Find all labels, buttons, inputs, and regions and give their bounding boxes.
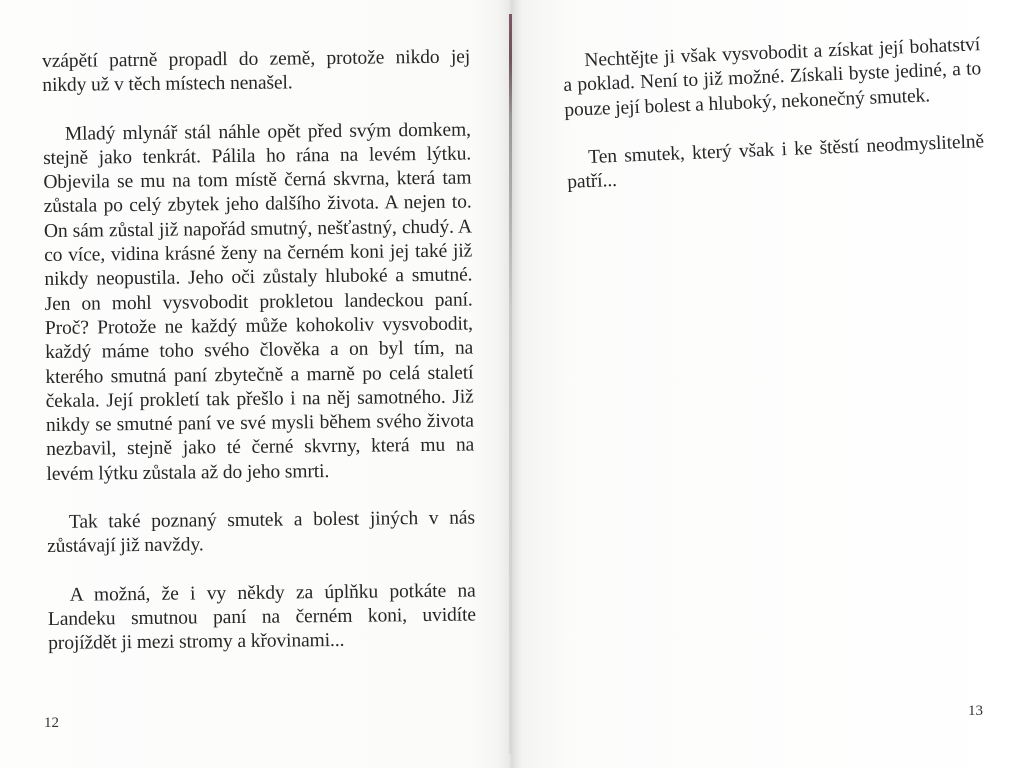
right-page [512,0,1024,768]
paragraph: Mladý mlynář stál náhle opět před svým domkem, stejně jako tenkrát. Pálila ho rána na levém lýtku. Objevila se mu na tom místě černá skvrna, která tam zůstala po celý zbytek jeho dalšího života. A nejen to. On sám zůstal již napořád smutný, nešťastný, chudý. A co více, vidina krásné ženy na černém koni jej také již nikdy neopustila. Jeho oči zůstaly hluboké a smutné. Jen on mohl vysvobodit prokletou landeckou paní. Proč? Protože ne každý může kohokoliv vysvobodit, každý máme toho svého člověka a on byl tím, na kterého smutná paní zbytečně a marně po celá staletí čekala. Její prokletí tak přešlo i na něj samotného. Již nikdy se smutné paní ve své mysli během svého života nezbavil, stejně jako té černé skvrny, která mu na levém lýtku zůstala až do jeho smrti. [43,119,475,485]
paragraph: Ten smutek, který však i ke štěstí neodmyslitelně patří... [566,131,985,194]
page-number-left: 12 [44,715,59,731]
page-number-right: 13 [968,703,983,719]
paragraph: Tak také poznaný smutek a bolest jiných v nás zůstávají již navždy. [47,507,476,558]
left-page-text [42,46,476,657]
paragraph: A možná, že i vy někdy za úplňku potkáte na Landeku smutnou paní na černém koni, uvidíte projíždět ji mezi stromy a křovinami... [47,580,477,655]
left-page [0,0,509,768]
right-page-text [562,33,986,195]
paragraph: vzápětí patrně propadl do země, protože nikdo jej nikdy už v těch místech nenašel. [42,46,471,97]
paragraph: Nechtějte ji však vysvobodit a získat její bohatství a poklad. Není to již možné. Získali byste jediné, a to pouze její bolest a hluboký, nekonečný smutek. [563,34,982,121]
